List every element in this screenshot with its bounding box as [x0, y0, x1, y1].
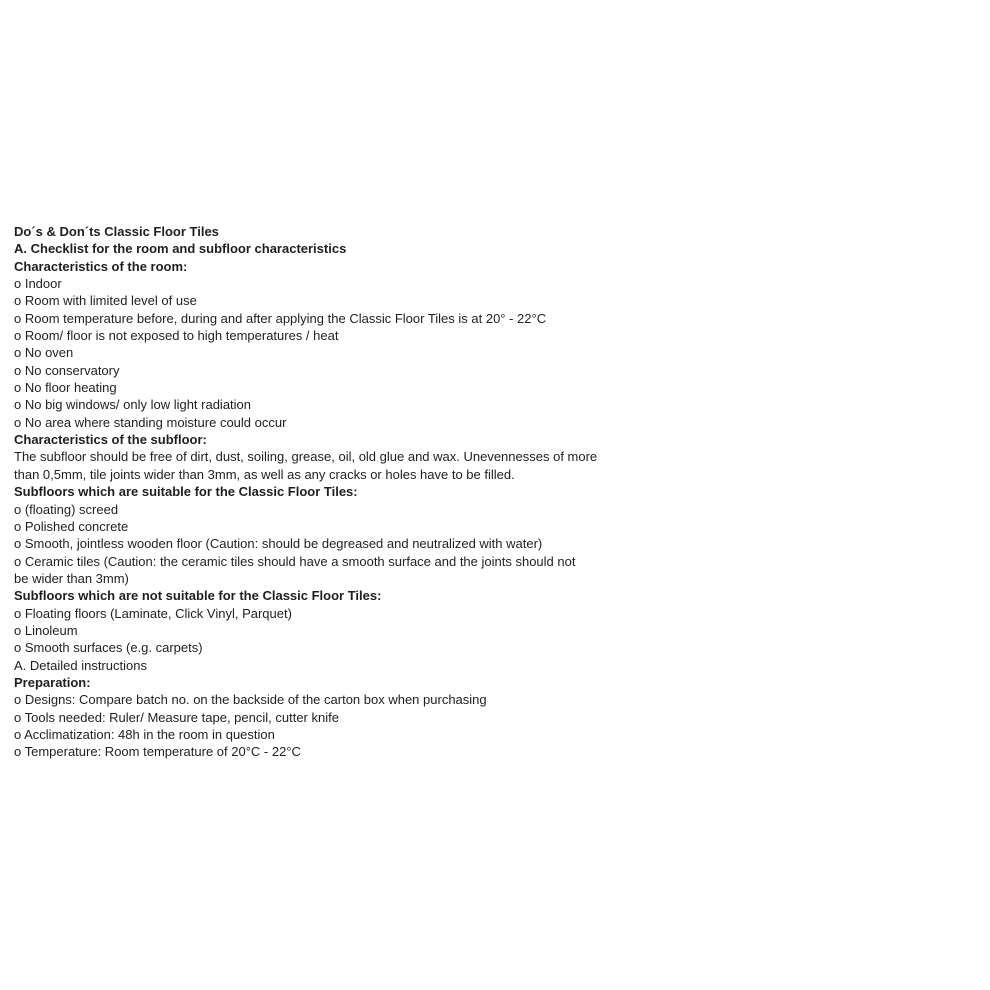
room-item: o Room temperature before, during and after applying the Classic Floor Tiles is at 20° - 22°C	[14, 310, 547, 326]
room-item: o Room with limited level of use	[14, 293, 197, 309]
preparation-item: o Tools needed: Ruler/ Measure tape, pencil, cutter knife	[14, 709, 339, 725]
preparation-item: o Acclimatization: 48h in the room in question	[14, 726, 275, 742]
room-item: o No floor heating	[14, 380, 117, 396]
section-a-heading: A. Checklist for the room and subfloor characteristics	[14, 241, 347, 257]
room-item: o No conservatory	[14, 362, 120, 378]
room-item: o No area where standing moisture could occur	[14, 414, 287, 430]
subfloor-characteristics-heading: Characteristics of the subfloor:	[14, 432, 207, 448]
preparation-item: o Temperature: Room temperature of 20°C - 22°C	[14, 744, 301, 760]
room-item: o Room/ floor is not exposed to high temperatures / heat	[14, 328, 339, 344]
preparation-item: o Designs: Compare batch no. on the backside of the carton box when purchasing	[14, 692, 487, 708]
suitable-subfloors-heading: Subfloors which are suitable for the Classic Floor Tiles:	[14, 484, 358, 500]
not-suitable-item: o Floating floors (Laminate, Click Vinyl, Parquet)	[14, 605, 292, 621]
subfloor-paragraph-line: The subfloor should be free of dirt, dust, soiling, grease, oil, old glue and wax. Unevennesses of more	[14, 449, 598, 465]
document-title: Do´s & Don´ts Classic Floor Tiles	[14, 224, 219, 239]
room-item: o No oven	[14, 345, 74, 361]
not-suitable-item: o Linoleum	[14, 622, 78, 638]
suitable-item: o (floating) screed	[14, 501, 119, 517]
detailed-instructions-heading: A. Detailed instructions	[14, 657, 147, 673]
suitable-item: o Smooth, jointless wooden floor (Caution: should be degreased and neutralized with water)	[14, 536, 543, 552]
suitable-item: o Ceramic tiles (Caution: the ceramic tiles should have a smooth surface and the joints should not	[14, 553, 576, 569]
room-item: o Indoor	[14, 276, 62, 292]
room-item: o No big windows/ only low light radiation	[14, 397, 252, 413]
suitable-item: o Polished concrete	[14, 518, 129, 534]
room-characteristics-heading: Characteristics of the room:	[14, 258, 188, 274]
subfloor-paragraph-line: than 0,5mm, tile joints wider than 3mm, as well as any cracks or holes have to be filled.	[14, 466, 515, 482]
suitable-item: be wider than 3mm)	[14, 570, 129, 586]
document-body	[14, 223, 614, 761]
preparation-heading: Preparation:	[14, 674, 91, 690]
not-suitable-item: o Smooth surfaces (e.g. carpets)	[14, 640, 203, 656]
not-suitable-subfloors-heading: Subfloors which are not suitable for the Classic Floor Tiles:	[14, 588, 382, 604]
